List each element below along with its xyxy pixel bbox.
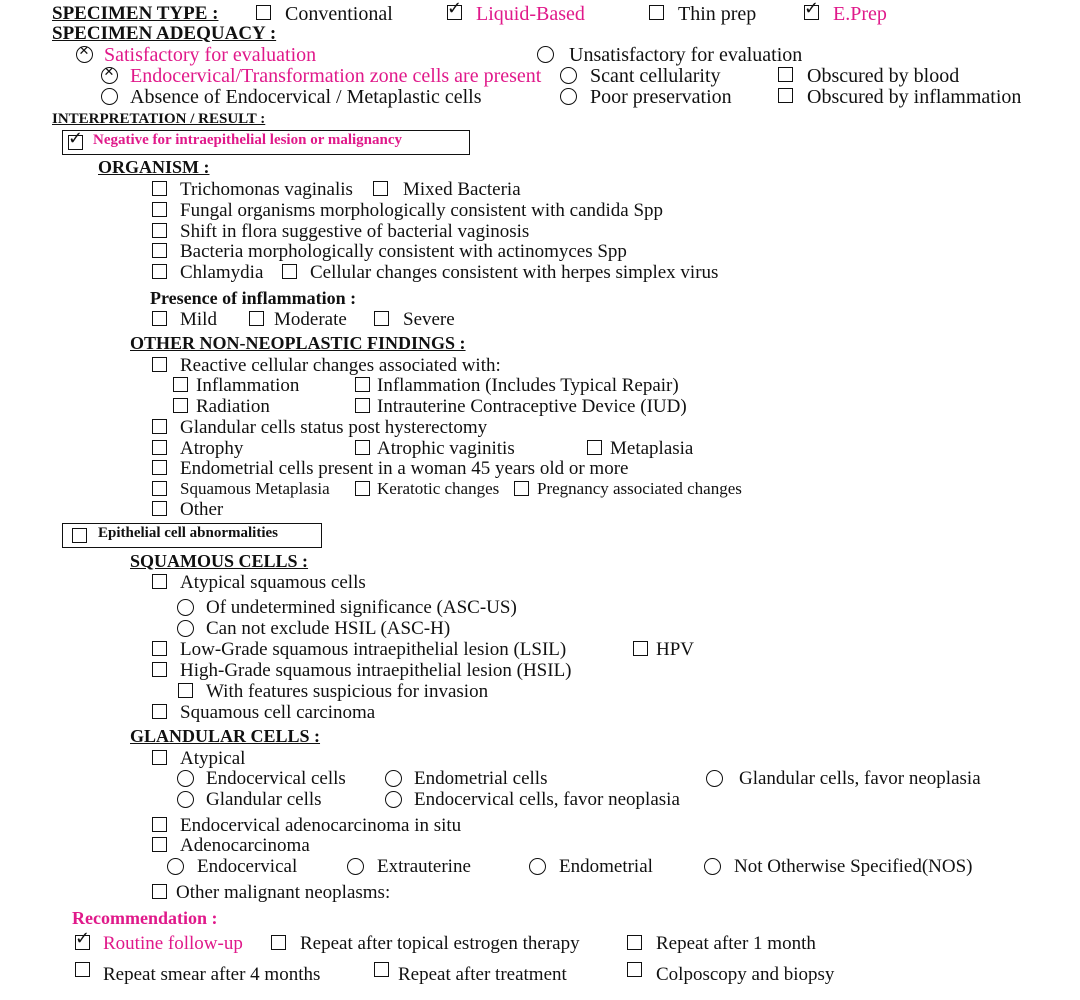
- inflammation-repair-label: Inflammation (Includes Typical Repair): [377, 375, 679, 396]
- pregnancy-label: Pregnancy associated changes: [537, 479, 742, 498]
- fungal-checkbox[interactable]: [152, 202, 167, 217]
- routine-checkbox[interactable]: [75, 928, 91, 950]
- metaplasia-checkbox[interactable]: [587, 440, 602, 455]
- endometrial-45-checkbox[interactable]: [152, 460, 167, 475]
- routine-label: Routine follow-up: [103, 933, 243, 954]
- chlamydia-label: Chlamydia: [180, 262, 264, 283]
- atypical-squamous-checkbox[interactable]: [152, 574, 167, 589]
- atrophy-label: Atrophy: [180, 438, 244, 459]
- check-icon: ✓: [804, 0, 820, 19]
- hsil-label: High-Grade squamous intraepithelial lesion (HSIL): [180, 660, 572, 681]
- other-malignant-label: Other malignant neoplasms:: [176, 882, 391, 903]
- colposcopy-label: Colposcopy and biopsy: [656, 964, 835, 985]
- mixed-bacteria-label: Mixed Bacteria: [403, 179, 521, 200]
- mixed-bacteria-checkbox[interactable]: [373, 181, 388, 196]
- non-neoplastic-label: OTHER NON-NEOPLASTIC FINDINGS :: [130, 333, 466, 353]
- keratotic-label: Keratotic changes: [377, 479, 500, 498]
- adenocarcinoma-label: Adenocarcinoma: [180, 835, 310, 856]
- negative-checkbox[interactable]: [68, 128, 84, 150]
- endometrial-label: Endometrial: [559, 856, 653, 877]
- epithelial-checkbox[interactable]: [72, 528, 87, 543]
- hpv-checkbox[interactable]: [633, 641, 648, 656]
- selected-x-icon: ✕: [103, 65, 115, 80]
- specimen-adequacy-label: SPECIMEN ADEQUACY :: [52, 23, 277, 44]
- lsil-label: Low-Grade squamous intraepithelial lesion (LSIL): [180, 639, 567, 660]
- glandular-favor-radio[interactable]: [706, 770, 723, 787]
- fungal-label: Fungal organisms morphologically consistent with candida Spp: [180, 200, 664, 221]
- e-prep-checkbox[interactable]: [804, 0, 820, 20]
- conventional-checkbox[interactable]: [256, 5, 271, 20]
- scant-cellularity-radio[interactable]: [560, 67, 577, 84]
- liquid-based-checkbox[interactable]: [447, 0, 463, 20]
- inflammation-label: Presence of inflammation :: [150, 288, 357, 308]
- shift-flora-checkbox[interactable]: [152, 223, 167, 238]
- check-icon: ✓: [68, 128, 84, 149]
- four-months-label: Repeat smear after 4 months: [103, 964, 321, 985]
- glandular-favor-label: Glandular cells, favor neoplasia: [739, 768, 981, 789]
- liquid-based-label: Liquid-Based: [476, 3, 585, 25]
- endometrial-45-label: Endometrial cells present in a woman 45 years old or more: [180, 458, 629, 479]
- selected-x-icon: ✕: [78, 44, 90, 59]
- other-label: Other: [180, 499, 224, 520]
- negative-label: Negative for intraepithelial lesion or malignancy: [93, 132, 403, 148]
- lsil-checkbox[interactable]: [152, 641, 167, 656]
- unsatisfactory-radio[interactable]: [537, 46, 554, 63]
- organism-label: ORGANISM :: [98, 157, 210, 177]
- after-treatment-checkbox[interactable]: [374, 962, 389, 977]
- one-month-checkbox[interactable]: [627, 935, 642, 950]
- colposcopy-checkbox[interactable]: [627, 962, 642, 977]
- reactive-label: Reactive cellular changes associated with:: [180, 355, 501, 376]
- atypical-glandular-label: Atypical: [180, 748, 246, 769]
- obscured-inflammation-checkbox[interactable]: [778, 88, 793, 103]
- satisfactory-label: Satisfactory for evaluation: [104, 44, 317, 66]
- squamous-label: SQUAMOUS CELLS :: [130, 551, 309, 571]
- actinomyces-label: Bacteria morphologically consistent with actinomyces Spp: [180, 241, 627, 262]
- recommendation-label: Recommendation :: [72, 908, 218, 928]
- extrauterine-label: Extrauterine: [377, 856, 471, 877]
- metaplasia-label: Metaplasia: [610, 438, 694, 459]
- endometrial-cells-radio[interactable]: [385, 770, 402, 787]
- atrophic-vaginitis-label: Atrophic vaginitis: [377, 438, 515, 459]
- endocervical-cells-radio[interactable]: [177, 770, 194, 787]
- thin-prep-label: Thin prep: [678, 3, 757, 25]
- herpes-label: Cellular changes consistent with herpes simplex virus: [310, 262, 719, 283]
- squamous-carcinoma-label: Squamous cell carcinoma: [180, 702, 376, 723]
- endocervical-radio[interactable]: [167, 858, 184, 875]
- iud-label: Intrauterine Contraceptive Device (IUD): [377, 396, 687, 417]
- pregnancy-checkbox[interactable]: [514, 481, 529, 496]
- endocervical-cells-label: Endocervical cells: [206, 768, 346, 789]
- endocervical-present-label: Endocervical/Transformation zone cells are present: [130, 65, 542, 87]
- asc-us-radio[interactable]: [177, 599, 194, 616]
- endocervical-present-radio[interactable]: [101, 67, 118, 84]
- hsil-checkbox[interactable]: [152, 662, 167, 677]
- endocervical-label: Endocervical: [197, 856, 298, 877]
- moderate-label: Moderate: [274, 309, 347, 330]
- glandular-cells-label: Glandular cells: [206, 789, 322, 810]
- radiation-checkbox[interactable]: [173, 398, 188, 413]
- aca-in-situ-label: Endocervical adenocarcinoma in situ: [180, 815, 462, 836]
- obscured-blood-checkbox[interactable]: [778, 67, 793, 82]
- inflammation-repair-checkbox[interactable]: [355, 377, 370, 392]
- severe-label: Severe: [403, 309, 455, 330]
- asc-us-label: Of undetermined significance (ASC-US): [206, 597, 517, 618]
- squamous-metaplasia-label: Squamous Metaplasia: [180, 479, 330, 498]
- conventional-label: Conventional: [285, 3, 393, 25]
- absence-endocervical-radio[interactable]: [101, 88, 118, 105]
- asc-h-radio[interactable]: [177, 620, 194, 637]
- squamous-metaplasia-checkbox[interactable]: [152, 481, 167, 496]
- inflammation-reactive-checkbox[interactable]: [173, 377, 188, 392]
- glandular-post-label: Glandular cells status post hysterectomy: [180, 417, 488, 438]
- mild-checkbox[interactable]: [152, 311, 167, 326]
- herpes-checkbox[interactable]: [282, 264, 297, 279]
- scant-cellularity-label: Scant cellularity: [590, 65, 721, 87]
- satisfactory-radio[interactable]: [76, 46, 93, 63]
- chlamydia-checkbox[interactable]: [152, 264, 167, 279]
- invasion-checkbox[interactable]: [178, 683, 193, 698]
- check-icon: ✓: [75, 928, 91, 949]
- trichomonas-checkbox[interactable]: [152, 181, 167, 196]
- atypical-glandular-checkbox[interactable]: [152, 750, 167, 765]
- e-prep-label: E.Prep: [833, 3, 887, 25]
- extrauterine-radio[interactable]: [347, 858, 364, 875]
- obscured-inflammation-label: Obscured by inflammation: [807, 86, 1022, 108]
- glandular-cells-radio[interactable]: [177, 791, 194, 808]
- poor-preservation-label: Poor preservation: [590, 86, 732, 108]
- shift-flora-label: Shift in flora suggestive of bacterial vaginosis: [180, 221, 530, 242]
- interpretation-label: INTERPRETATION / RESULT :: [52, 111, 266, 127]
- severe-checkbox[interactable]: [374, 311, 389, 326]
- unsatisfactory-label: Unsatisfactory for evaluation: [569, 44, 803, 66]
- invasion-label: With features suspicious for invasion: [206, 681, 489, 702]
- estrogen-checkbox[interactable]: [271, 935, 286, 950]
- after-treatment-label: Repeat after treatment: [398, 964, 567, 985]
- reactive-checkbox[interactable]: [152, 357, 167, 372]
- other-malignant-checkbox[interactable]: [152, 884, 167, 899]
- estrogen-label: Repeat after topical estrogen therapy: [300, 933, 580, 954]
- iud-checkbox[interactable]: [355, 398, 370, 413]
- adenocarcinoma-checkbox[interactable]: [152, 837, 167, 852]
- obscured-blood-label: Obscured by blood: [807, 65, 960, 87]
- one-month-label: Repeat after 1 month: [656, 933, 816, 954]
- trichomonas-label: Trichomonas vaginalis: [180, 179, 353, 200]
- atypical-squamous-label: Atypical squamous cells: [180, 572, 366, 593]
- thin-prep-checkbox[interactable]: [649, 5, 664, 20]
- check-icon: ✓: [447, 0, 463, 19]
- endometrial-radio[interactable]: [529, 858, 546, 875]
- glandular-label: GLANDULAR CELLS :: [130, 726, 321, 746]
- epithelial-label: Epithelial cell abnormalities: [98, 525, 278, 541]
- atrophy-checkbox[interactable]: [152, 440, 167, 455]
- nos-radio[interactable]: [704, 858, 721, 875]
- actinomyces-checkbox[interactable]: [152, 243, 167, 258]
- squamous-carcinoma-checkbox[interactable]: [152, 704, 167, 719]
- other-checkbox[interactable]: [152, 501, 167, 516]
- atrophic-vaginitis-checkbox[interactable]: [355, 440, 370, 455]
- poor-preservation-radio[interactable]: [560, 88, 577, 105]
- nos-label: Not Otherwise Specified(NOS): [734, 856, 973, 877]
- glandular-post-checkbox[interactable]: [152, 419, 167, 434]
- endometrial-cells-label: Endometrial cells: [414, 768, 548, 789]
- moderate-checkbox[interactable]: [249, 311, 264, 326]
- absence-endocervical-label: Absence of Endocervical / Metaplastic cells: [130, 86, 482, 108]
- keratotic-checkbox[interactable]: [355, 481, 370, 496]
- aca-in-situ-checkbox[interactable]: [152, 817, 167, 832]
- specimen-type-label: SPECIMEN TYPE :: [52, 3, 219, 24]
- inflammation-reactive-label: Inflammation: [196, 375, 300, 396]
- four-months-checkbox[interactable]: [75, 962, 90, 977]
- asc-h-label: Can not exclude HSIL (ASC-H): [206, 618, 451, 639]
- endocervical-favor-label: Endocervical cells, favor neoplasia: [414, 789, 680, 810]
- endocervical-favor-radio[interactable]: [385, 791, 402, 808]
- hpv-label: HPV: [656, 639, 695, 660]
- radiation-label: Radiation: [196, 396, 270, 417]
- mild-label: Mild: [180, 309, 217, 330]
